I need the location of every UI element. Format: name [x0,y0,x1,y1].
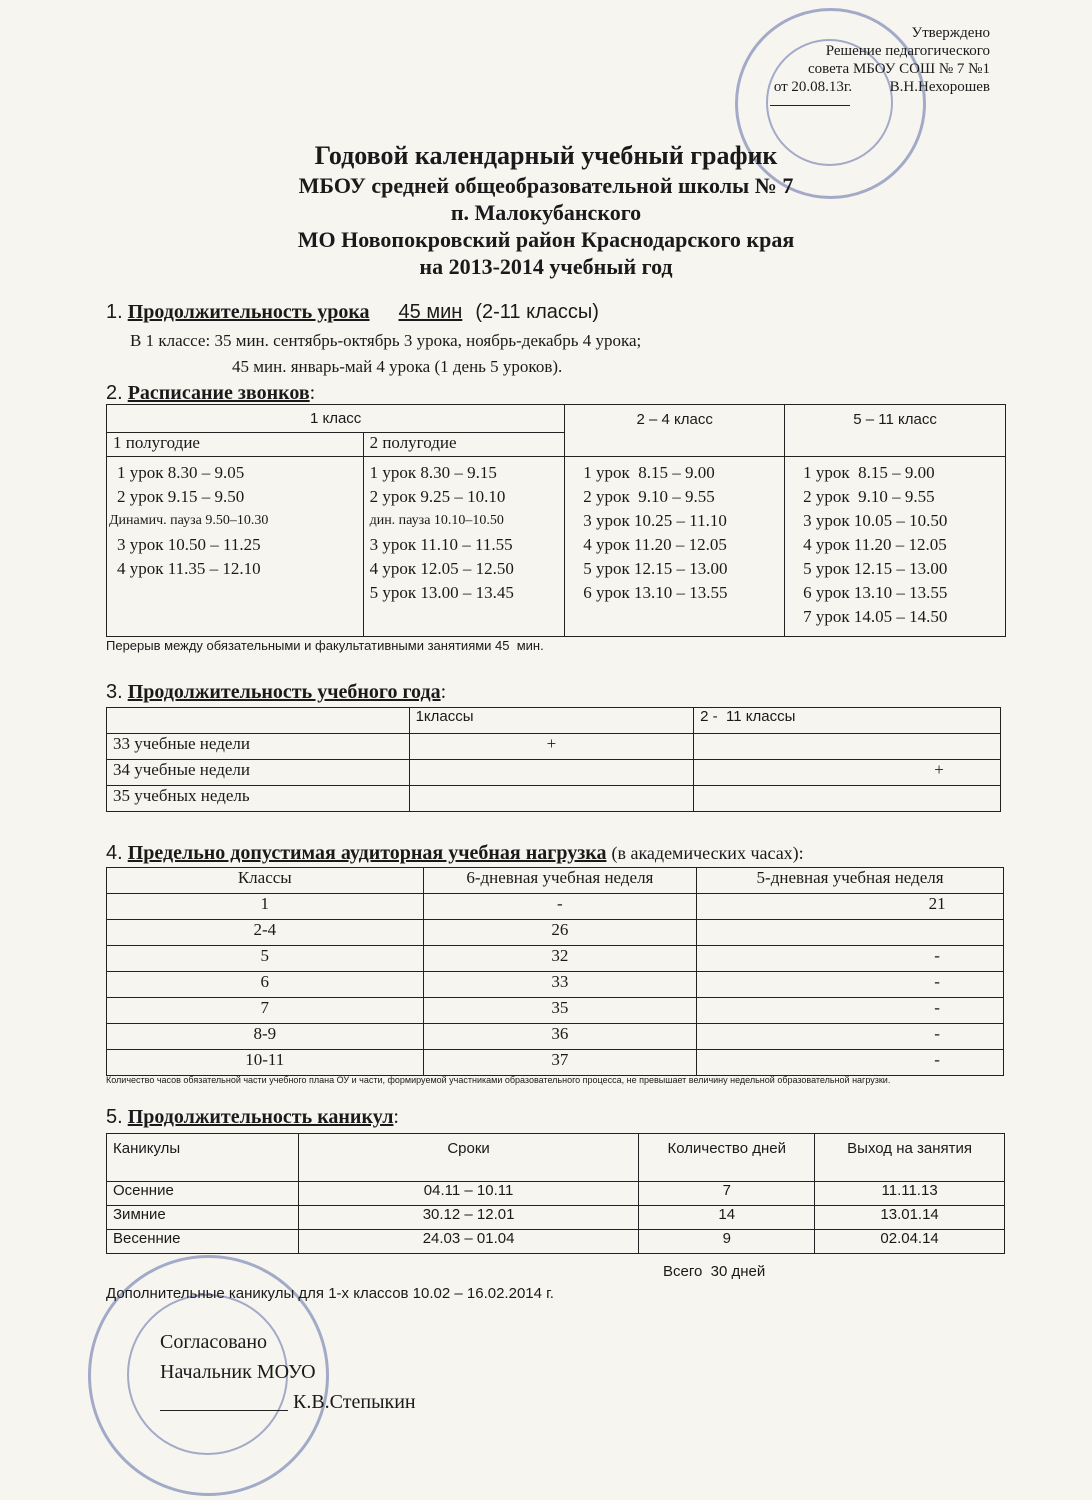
workload-class: 2-4 [107,920,424,946]
year-row [107,786,1001,812]
document-title [0,140,1092,280]
section-4-suffix: (в академических часах): [611,843,804,863]
section-2-colon: : [309,382,316,404]
workload-table [106,867,1004,1076]
section-1-suffix: (2-11 классы) [475,301,599,323]
holidays-days: 7 [639,1182,815,1206]
holidays-table [106,1133,1005,1254]
approval-line-1: Утверждено [911,25,990,41]
schedule-col-half-2 [363,457,565,637]
signoff-line-1: Согласовано [160,1331,268,1353]
workload-5day [697,920,1004,946]
year-row-label: 33 учебные недели [107,734,410,760]
section-2-number: 2. [106,382,123,404]
schedule-item: 2 урок 9.10 – 9.55 [583,487,715,506]
signoff-signature-line [160,1410,288,1411]
year-row-class-1 [409,786,694,812]
schedule-item: 1 урок 8.30 – 9.15 [369,463,497,482]
schedule-item: Динамич. пауза 9.50–10.30 [109,513,269,528]
bell-schedule-table [106,404,1006,637]
workload-header-classes: Классы [107,868,424,894]
holidays-name: Осенние [107,1182,299,1206]
schedule-item: дин. пауза 10.10–10.50 [369,513,504,528]
workload-row [107,920,1004,946]
header-half-year-1: 1 полугодие [107,433,364,457]
workload-5day: - [697,972,1004,998]
schedule-item: 6 урок 13.10 – 13.55 [583,583,728,602]
section-2-heading [106,381,315,405]
holidays-header-return: Выход на занятия [815,1134,1005,1182]
workload-class: 8-9 [107,1024,424,1050]
workload-class: 5 [107,946,424,972]
schedule-item: 3 урок 10.50 – 11.25 [117,535,261,554]
holidays-row [107,1206,1005,1230]
section-5-number: 5. [106,1106,123,1128]
section-5-heading [106,1105,399,1129]
workload-class: 1 [107,894,424,920]
workload-header-5day: 5-дневная учебная неделя [697,868,1004,894]
section-3-title: Продолжительность учебного года [127,681,441,703]
holidays-row [107,1230,1005,1254]
workload-5day: - [697,1050,1004,1076]
schedule-item: 4 урок 11.35 – 12.10 [117,559,261,578]
workload-class: 6 [107,972,424,998]
holidays-return: 11.11.13 [815,1182,1005,1206]
section-5-colon: : [393,1106,399,1128]
schedule-col-class-5-11 [785,457,1006,637]
workload-6day: 26 [423,920,697,946]
header-class-5-11: 5 – 11 класс [785,405,1006,457]
approval-signature-line [770,105,850,106]
schedule-item: 2 урок 9.25 – 10.10 [369,487,506,506]
section-1-note-1: В 1 классе: 35 мин. сентябрь-октябрь 3 урока, ноябрь-декабрь 4 урока; [130,331,642,350]
workload-6day: 35 [423,998,697,1024]
section-1-number: 1. [106,301,123,323]
academic-year-table [106,707,1001,812]
schedule-item: 5 урок 13.00 – 13.45 [369,583,514,602]
schedule-item: 4 урок 12.05 – 12.50 [369,559,514,578]
workload-5day: - [697,946,1004,972]
section-1-value: 45 мин [398,301,463,323]
schedule-item: 2 урок 9.15 – 9.50 [117,487,245,506]
title-line-1: Годовой календарный учебный график [314,141,778,170]
year-row-class-2-11 [694,734,1001,760]
year-header-class-2-11: 2 - 11 классы [694,708,1001,734]
workload-row [107,894,1004,920]
workload-row [107,1050,1004,1076]
holidays-dates: 24.03 – 01.04 [298,1230,639,1254]
year-row-label: 34 учебные недели [107,760,410,786]
holidays-dates: 04.11 – 10.11 [298,1182,639,1206]
workload-class: 10-11 [107,1050,424,1076]
section-1-note-2: 45 мин. январь-май 4 урока (1 день 5 уроков). [232,357,563,376]
workload-class: 7 [107,998,424,1024]
year-row-label: 35 учебных недель [107,786,410,812]
workload-6day: 37 [423,1050,697,1076]
workload-5day: - [697,998,1004,1024]
workload-6day: 36 [423,1024,697,1050]
schedule-item: 3 урок 10.25 – 11.10 [583,511,727,530]
approval-line-4: от 20.08.13г. В.Н.Нехорошев [773,79,990,95]
holidays-header-days: Количество дней [639,1134,815,1182]
year-header-empty [107,708,410,734]
year-row [107,734,1001,760]
year-row-class-1: + [409,734,694,760]
schedule-item: 4 урок 11.20 – 12.05 [583,535,727,554]
signoff-line-3: К.В.Степыкин [293,1391,416,1413]
section-4-heading [106,841,804,865]
title-line-3: п. Малокубанского [450,200,642,225]
workload-row [107,1024,1004,1050]
holidays-header-name: Каникулы [107,1134,299,1182]
year-row-class-1 [409,760,694,786]
approval-line-2: Решение педагогического [825,43,990,59]
year-row-class-2-11 [694,786,1001,812]
holidays-return: 13.01.14 [815,1206,1005,1230]
approval-line-3: совета МБОУ СОШ № 7 №1 [807,61,990,77]
schedule-col-class-2-4 [565,457,785,637]
holidays-dates: 30.12 – 12.01 [298,1206,639,1230]
schedule-item: 3 урок 11.10 – 11.55 [369,535,513,554]
section-3-number: 3. [106,681,123,703]
break-note: Перерыв между обязательными и факультативными занятиями 45 мин. [106,638,544,653]
workload-row [107,998,1004,1024]
section-3-heading [106,680,446,704]
signoff-line-2: Начальник МОУО [160,1361,316,1383]
workload-header-6day: 6-дневная учебная неделя [423,868,697,894]
holidays-header-dates: Сроки [298,1134,639,1182]
schedule-item: 1 урок 8.30 – 9.05 [117,463,245,482]
approval-block [660,24,990,96]
section-2-title: Расписание звонков [127,382,310,404]
workload-6day: - [423,894,697,920]
workload-5day: - [697,1024,1004,1050]
schedule-item: 2 урок 9.10 – 9.55 [803,487,935,506]
schedule-item: 5 урок 12.15 – 13.00 [803,559,948,578]
schedule-item: 6 урок 13.10 – 13.55 [803,583,948,602]
schedule-item: 4 урок 11.20 – 12.05 [803,535,947,554]
workload-6day: 33 [423,972,697,998]
section-3-colon: : [440,681,447,703]
holidays-days: 9 [639,1230,815,1254]
schedule-item: 3 урок 10.05 – 10.50 [803,511,948,530]
holidays-name: Зимние [107,1206,299,1230]
holidays-name: Весенние [107,1230,299,1254]
holidays-days: 14 [639,1206,815,1230]
holidays-total: Всего 30 дней [663,1263,766,1280]
year-row-class-2-11: + [694,760,1001,786]
section-4-title: Предельно допустимая аудиторная учебная нагрузка [127,842,607,864]
header-class-2-4: 2 – 4 класс [565,405,785,457]
header-half-year-2: 2 полугодие [363,433,565,457]
section-1-heading [106,300,599,324]
schedule-col-half-1 [107,457,364,637]
workload-6day: 32 [423,946,697,972]
holidays-row [107,1182,1005,1206]
section-1-title: Продолжительность урока [127,301,370,323]
schedule-item: 1 урок 8.15 – 9.00 [583,463,715,482]
title-line-2: МБОУ средней общеобразовательной школы № 7 [298,173,794,198]
schedule-item: 1 урок 8.15 – 9.00 [803,463,935,482]
workload-row [107,972,1004,998]
schedule-item: 5 урок 12.15 – 13.00 [583,559,728,578]
header-class-1: 1 класс [107,405,565,433]
workload-5day: 21 [697,894,1004,920]
title-line-5: на 2013-2014 учебный год [419,254,673,279]
holidays-extra-note: Дополнительные каникулы для 1-х классов 10.02 – 16.02.2014 г. [106,1285,554,1302]
schedule-item: 7 урок 14.05 – 14.50 [803,607,948,626]
workload-row [107,946,1004,972]
section-5-title: Продолжительность каникул [127,1106,394,1128]
signoff-block [160,1327,416,1417]
section-4-number: 4. [106,842,123,864]
year-row [107,760,1001,786]
title-line-4: МО Новопокровский район Краснодарского края [297,227,795,252]
workload-footnote: Количество часов обязательной части учебного плана ОУ и части, формируемой участниками образовательного процесса, не превышает величину недельной образовательной нагрузки. [106,1075,891,1085]
year-header-class-1: 1классы [409,708,694,734]
holidays-return: 02.04.14 [815,1230,1005,1254]
